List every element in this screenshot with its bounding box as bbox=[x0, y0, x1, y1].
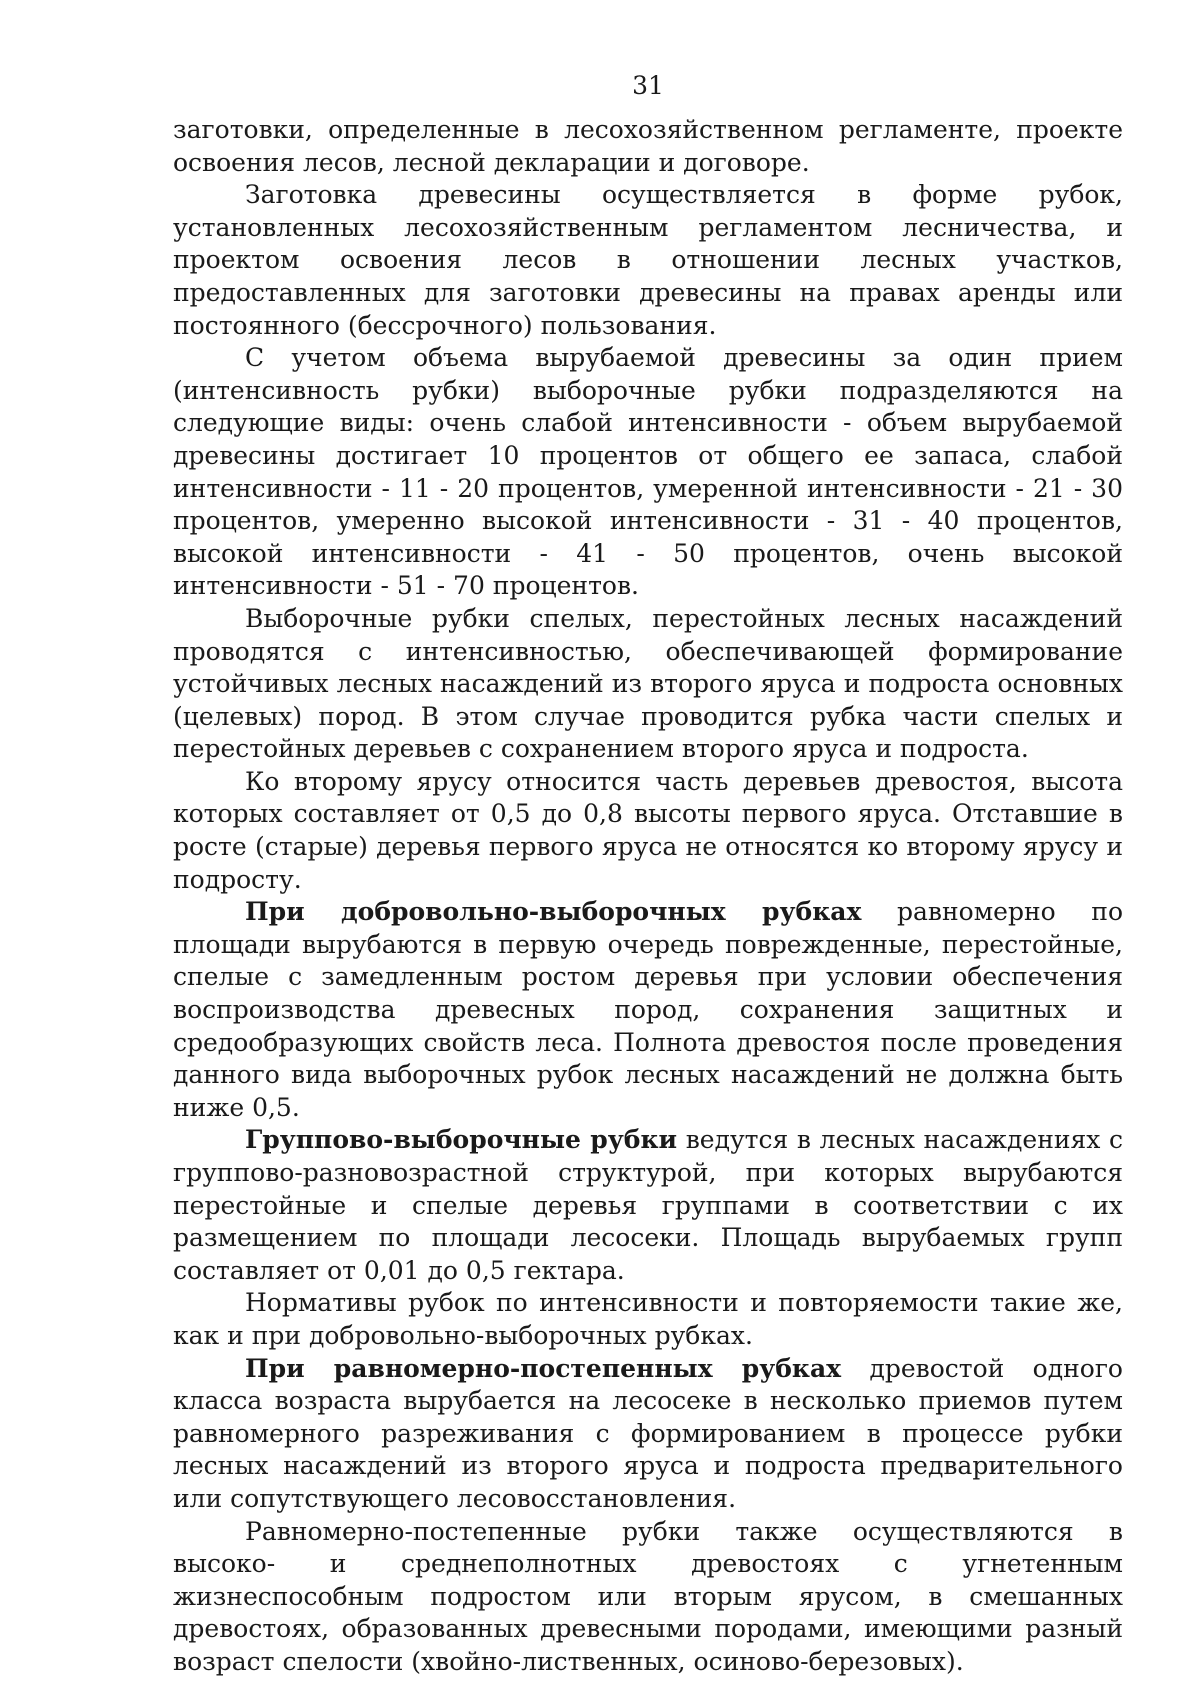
paragraph-7-bold-term: Группово-выборочные рубки bbox=[245, 1125, 678, 1155]
paragraph-9-text: древостой одного класса возраста вырубается на лесосеке в несколько приемов путем равномерного разреживания с формированием в процессе рубки лесных насаждений из второго яруса и подроста предварительного или сопутствующего лесовосстановления. bbox=[173, 1353, 1123, 1513]
paragraph-3-text: С учетом объема вырубаемой древесины за один прием (интенсивность рубки) выборочные рубки подразделяются на следующие виды: очень слабой интенсивности - объем вырубаемой древесины достигает 10 процентов от общего ее запаса, слабой интенсивности - 11 - 20 процентов, умеренной интенсивности - 21 - 30 процентов, умеренно высокой интенсивности - 31 - 40 процентов, высокой интенсивности - 41 - 50 процентов, очень высокой интенсивности - 51 - 70 процентов. bbox=[173, 343, 1123, 601]
document-page bbox=[173, 70, 1123, 1679]
paragraph-7 bbox=[173, 1124, 1123, 1287]
paragraph-8-text: Нормативы рубок по интенсивности и повторяемости такие же, как и при добровольно-выборочных рубках. bbox=[173, 1288, 1123, 1350]
paragraph-10-text: Равномерно-постепенные рубки также осуществляются в высоко- и среднеполнотных древостоях с угнетенным жизнеспособным подростом или вторым ярусом, в смешанных древостоях, образованных древесными породами, имеющими разный возраст спелости (хвойно-лиственных, осиново-березовых). bbox=[173, 1516, 1123, 1676]
paragraph-2 bbox=[173, 179, 1123, 342]
paragraph-6-text: равномерно по площади вырубаются в первую очередь поврежденные, перестойные, спелые с замедленным ростом деревья при условии обеспечения воспроизводства древесных пород, сохранения защитных и средообразующих свойств леса. Полнота древостоя после проведения данного вида выборочных рубок лесных насаждений не должна быть ниже 0,5. bbox=[173, 897, 1123, 1122]
paragraph-5 bbox=[173, 766, 1123, 896]
paragraph-10 bbox=[173, 1516, 1123, 1679]
paragraph-8 bbox=[173, 1287, 1123, 1352]
paragraph-6 bbox=[173, 896, 1123, 1124]
paragraph-1 bbox=[173, 114, 1123, 179]
paragraph-2-text: Заготовка древесины осуществляется в форме рубок, установленных лесохозяйственным регламентом лесничества, и проектом освоения лесов в отношении лесных участков, предоставленных для заготовки древесины на правах аренды или постоянного (бессрочного) пользования. bbox=[173, 180, 1123, 340]
paragraph-1-text: заготовки, определенные в лесохозяйственном регламенте, проекте освоения лесов, лесной декларации и договоре. bbox=[173, 115, 1123, 177]
paragraph-7-text: ведутся в лесных насаждениях с группово-разновозрастной структурой, при которых вырубаются перестойные и спелые деревья группами в соответствии с их размещением по площади лесосеки. Площадь вырубаемых групп составляет от 0,01 до 0,5 гектара. bbox=[173, 1125, 1124, 1285]
paragraph-6-bold-term: При добровольно-выборочных рубках bbox=[245, 897, 862, 927]
paragraph-4 bbox=[173, 603, 1123, 766]
page-number: 31 bbox=[632, 71, 664, 100]
paragraph-5-text: Ко второму ярусу относится часть деревьев древостоя, высота которых составляет от 0,5 до 0,8 высоты первого яруса. Отставшие в росте (старые) деревья первого яруса не относятся ко второму ярусу и подросту. bbox=[173, 766, 1123, 894]
paragraph-9 bbox=[173, 1353, 1123, 1516]
paragraph-4-text: Выборочные рубки спелых, перестойных лесных насаждений проводятся с интенсивностью, обеспечивающей формирование устойчивых лесных насаждений из второго яруса и подроста основных (целевых) пород. В этом случае проводится рубка части спелых и перестойных деревьев с сохранением второго яруса и подроста. bbox=[173, 603, 1123, 764]
paragraph-9-bold-term: При равномерно-постепенных рубках bbox=[245, 1353, 842, 1383]
paragraph-3 bbox=[173, 342, 1123, 603]
